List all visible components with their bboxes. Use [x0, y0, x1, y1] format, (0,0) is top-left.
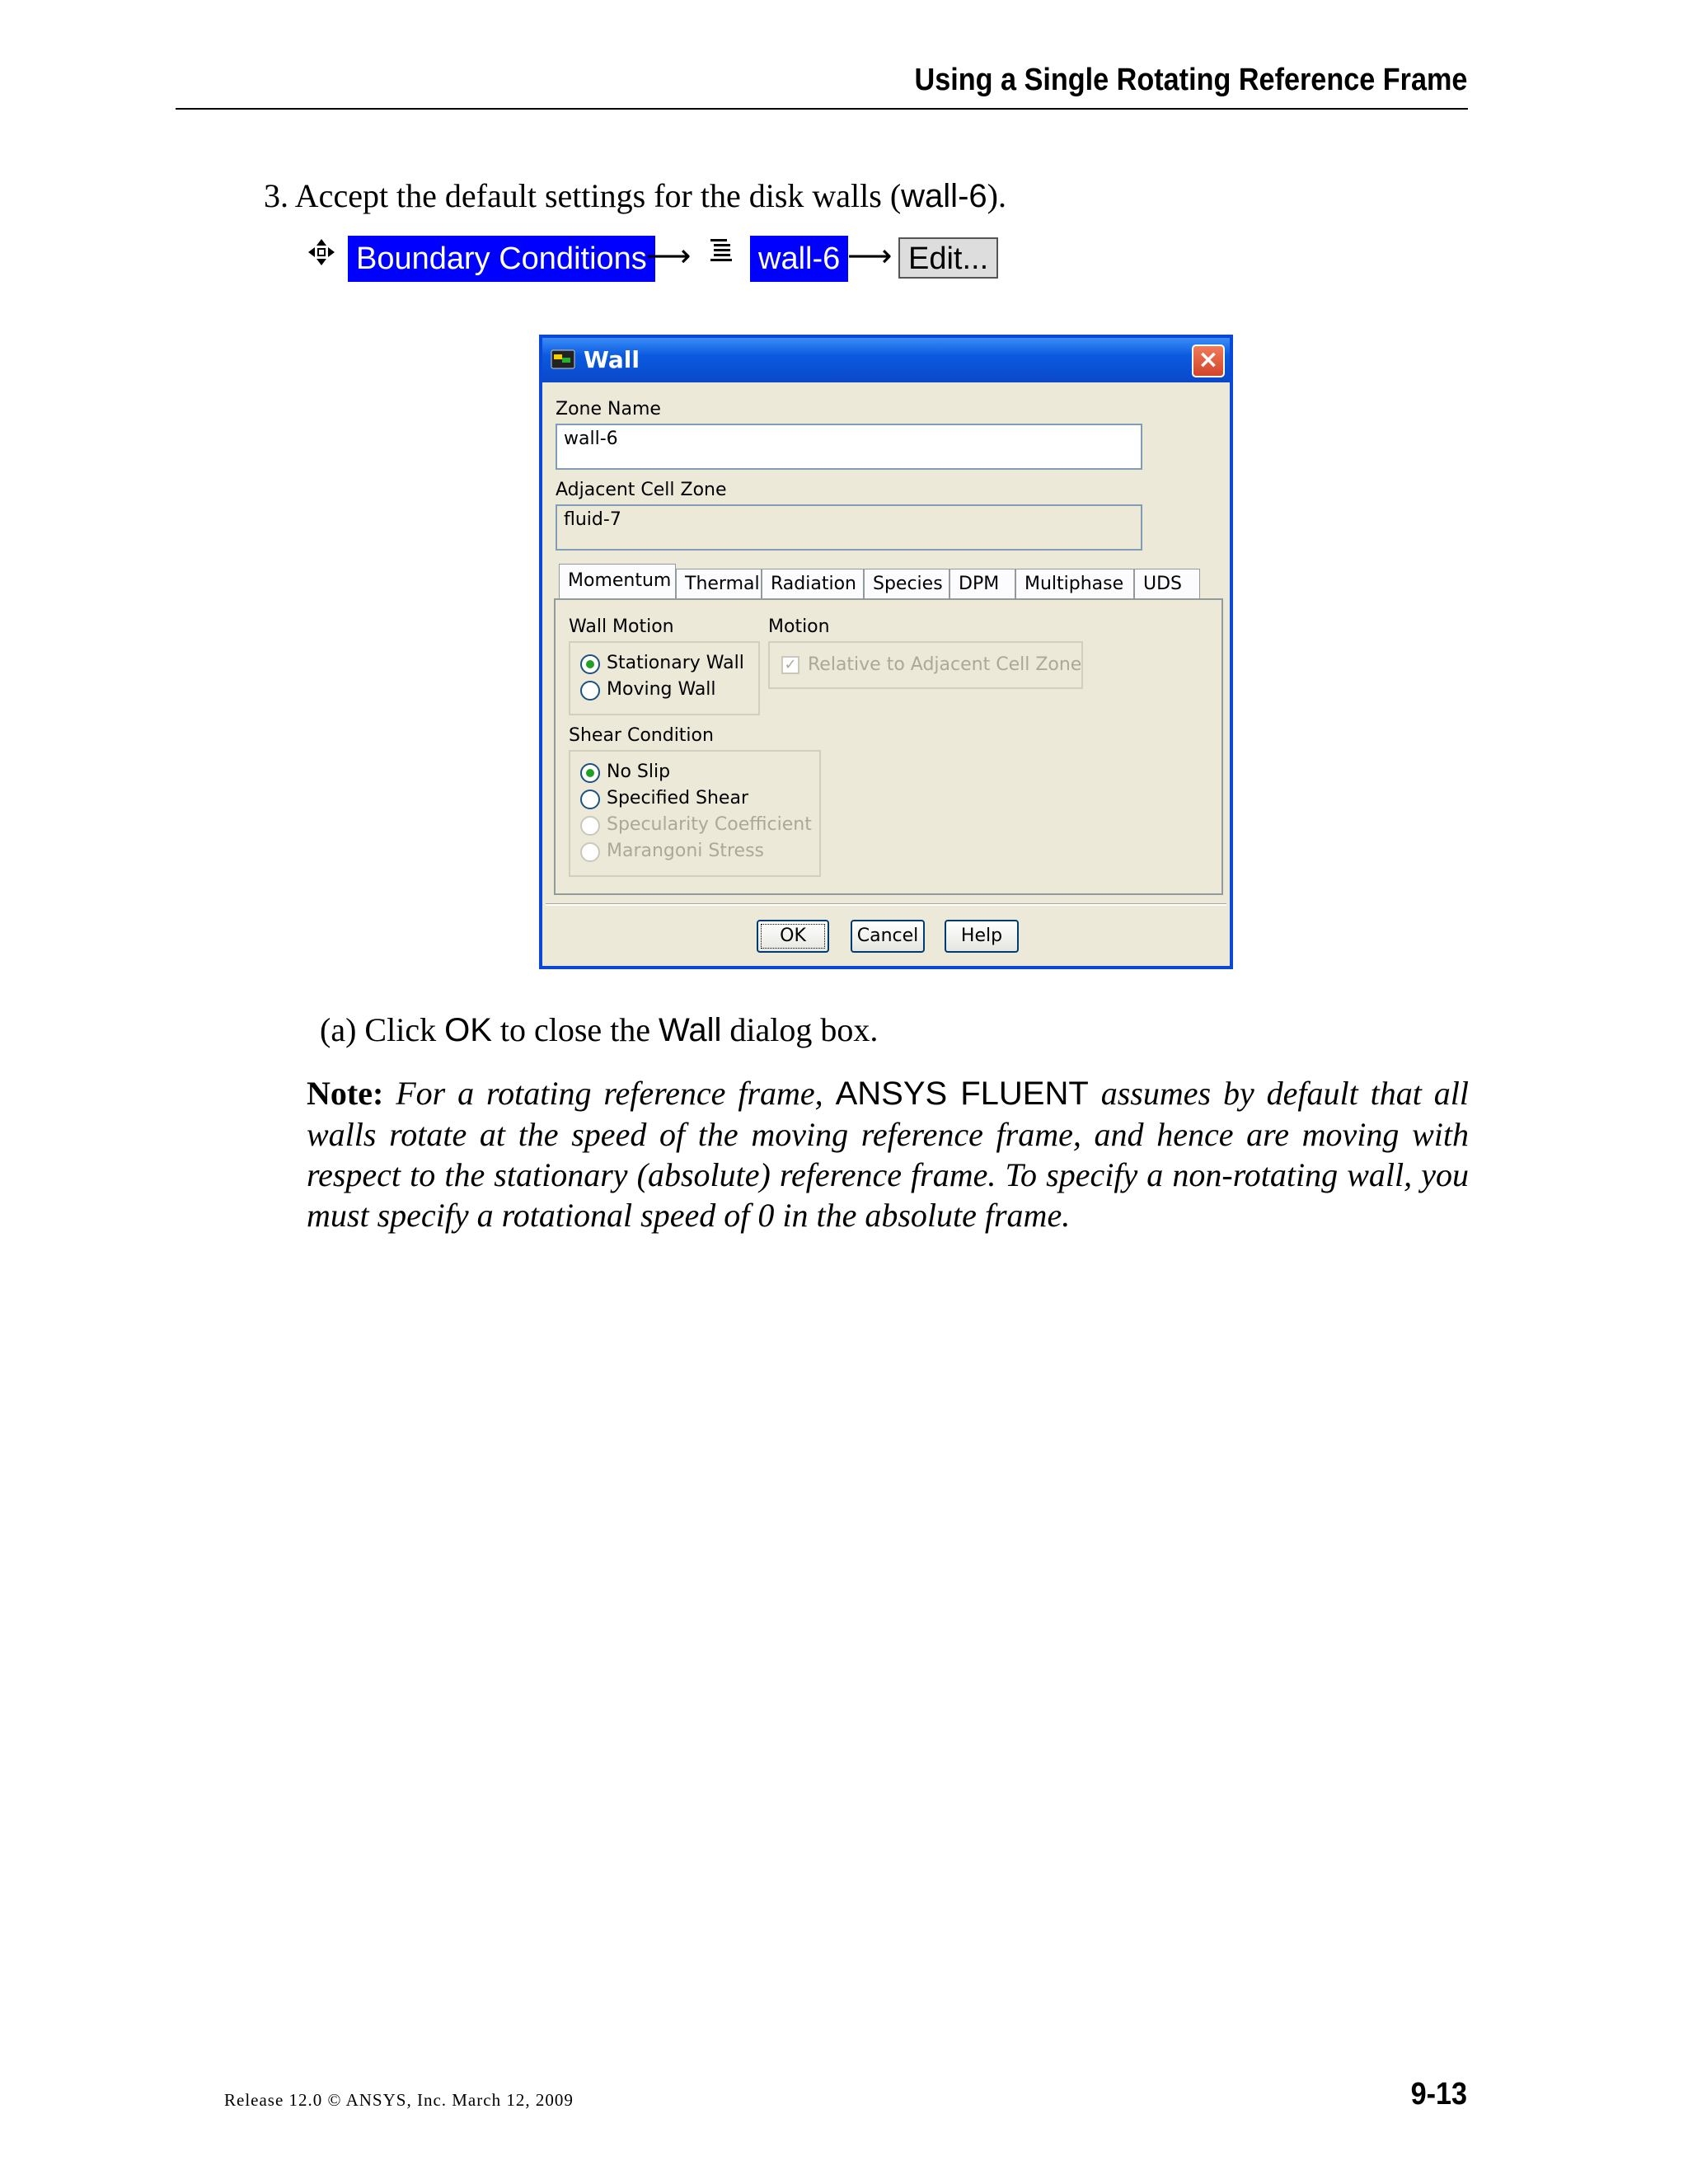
step-zone-name: wall-6 — [901, 178, 987, 214]
cancel-button[interactable]: Cancel — [851, 920, 925, 953]
dialog-title: Wall — [584, 346, 640, 373]
motion-group — [768, 641, 1083, 689]
moving-wall-radio[interactable] — [580, 681, 600, 701]
button-separator — [546, 903, 1226, 906]
adjacent-cell-zone-field: fluid-7 — [556, 504, 1142, 551]
relative-checkbox[interactable]: ✓ — [781, 656, 799, 674]
substep-text-1: Click — [364, 1011, 445, 1048]
motion-label: Motion — [768, 616, 830, 637]
momentum-panel — [554, 598, 1223, 895]
specularity-coefficient-radio — [580, 816, 600, 836]
marangoni-stress-radio — [580, 842, 600, 862]
relative-to-adjacent-label: Relative to Adjacent Cell Zone — [808, 654, 1082, 675]
ok-button[interactable]: OK — [757, 920, 829, 953]
substep-text-3: dialog box. — [721, 1011, 879, 1048]
wall-motion-group — [569, 641, 760, 715]
note-lead: Note: — [307, 1075, 384, 1112]
step-text-after: ). — [987, 177, 1006, 214]
wall-6-list-item[interactable]: wall-6 — [750, 236, 848, 282]
path-arrow-2: ⟶ — [847, 237, 893, 274]
running-header: Using a Single Rotating Reference Frame — [914, 63, 1467, 97]
adjacent-cell-zone-label: Adjacent Cell Zone — [556, 480, 727, 500]
note-paragraph — [307, 1073, 1469, 1235]
note-part-1: For a rotating reference frame, — [396, 1075, 836, 1112]
substep-marker: (a) — [320, 1011, 357, 1048]
step-number: 3. — [264, 177, 288, 214]
footer-release: Release 12.0 © ANSYS, Inc. March 12, 2009 — [224, 2090, 574, 2110]
substep-a — [320, 1010, 878, 1049]
shear-condition-label: Shear Condition — [569, 725, 714, 746]
edit-button[interactable]: Edit... — [898, 237, 998, 279]
boundary-conditions-link[interactable]: Boundary Conditions — [348, 236, 655, 282]
substep-dialog-name: Wall — [659, 1012, 722, 1048]
tab-species[interactable]: Species — [864, 569, 950, 602]
note-product: ANSYS FLUENT — [835, 1076, 1089, 1112]
tab-thermal[interactable]: Thermal — [676, 569, 762, 602]
tab-dpm[interactable]: DPM — [950, 569, 1015, 602]
note-part-2: assumes by default that all walls rotate at the speed of the moving reference frame, and hence are moving with respect to the stationary (absolute) reference frame. To specify a non-rotating wall, you must specify a rotational speed of 0 in the absolute frame. — [307, 1075, 1469, 1234]
specified-shear-radio[interactable] — [580, 790, 600, 809]
step-text-before: Accept the default settings for the disk walls ( — [294, 177, 902, 214]
close-icon[interactable]: × — [1192, 344, 1225, 377]
no-slip-label: No Slip — [607, 762, 671, 782]
specified-shear-label: Specified Shear — [607, 788, 748, 808]
marangoni-stress-label: Marangoni Stress — [607, 841, 765, 861]
header-rule — [176, 108, 1468, 110]
stationary-wall-radio[interactable] — [580, 654, 600, 674]
tab-radiation[interactable]: Radiation — [762, 569, 864, 602]
tab-momentum[interactable]: Momentum — [559, 564, 676, 602]
no-slip-radio[interactable] — [580, 763, 600, 783]
fluent-app-icon — [551, 349, 575, 369]
wall-dialog — [539, 335, 1233, 969]
shear-condition-group — [569, 750, 821, 877]
substep-text-2: to close the — [491, 1011, 659, 1048]
page-number: 9-13 — [1410, 2077, 1467, 2111]
stationary-wall-label: Stationary Wall — [607, 653, 744, 673]
substep-ok: OK — [444, 1012, 492, 1048]
zone-name-input[interactable]: wall-6 — [556, 424, 1142, 470]
dialog-titlebar — [542, 338, 1230, 382]
help-button[interactable]: Help — [945, 920, 1019, 953]
path-arrow-1: ⟶ — [646, 237, 692, 274]
list-icon — [709, 237, 734, 267]
tab-multiphase[interactable]: Multiphase — [1015, 569, 1134, 602]
specularity-coefficient-label: Specularity Coefficient — [607, 814, 812, 835]
moving-wall-label: Moving Wall — [607, 679, 716, 700]
zone-name-label: Zone Name — [556, 399, 661, 419]
navigation-arrows-icon — [307, 237, 336, 267]
tab-uds[interactable]: UDS — [1134, 569, 1200, 602]
wall-motion-label: Wall Motion — [569, 616, 674, 637]
step-3 — [264, 176, 1006, 215]
